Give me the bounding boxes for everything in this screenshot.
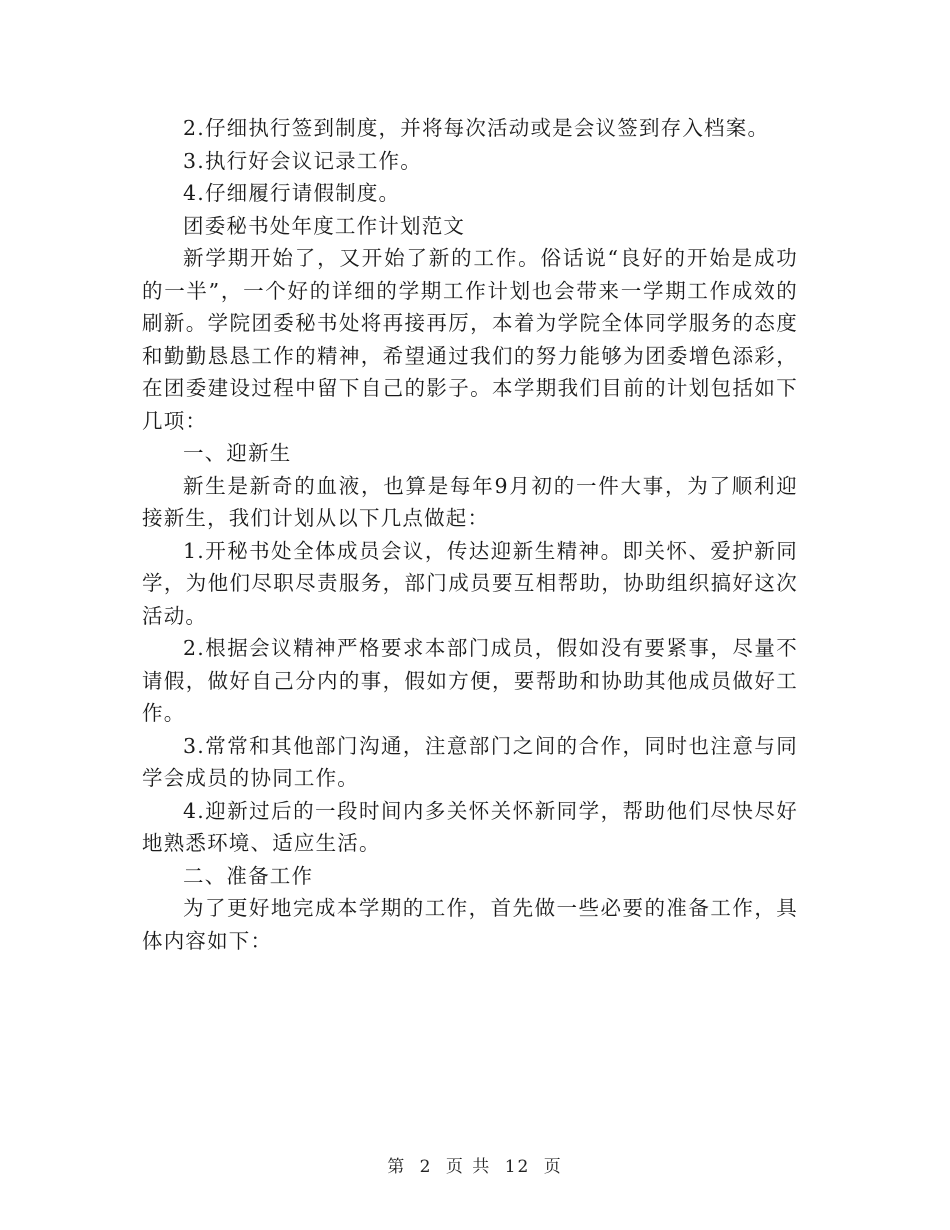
paragraph-welcome-2: 2.根据会议精神严格要求本部门成员，假如没有要紧事，尽量不请假，做好自己分内的事，假如方便，要帮助和协助其他成员做好工作。 <box>142 636 798 725</box>
paragraph-welcome-1: 1.开秘书处全体成员会议，传达迎新生精神。即关怀、爱护新同学，为他们尽职尽责服务，部门成员要互相帮助，协助组织搞好这次活动。 <box>142 538 798 628</box>
heading-preparation: 二、准备工作 <box>183 863 314 888</box>
footer-suffix: 页 <box>543 1157 563 1177</box>
paragraph-1: 2.仔细执行签到制度，并将每次活动或是会议签到存入档案。 <box>183 116 770 140</box>
footer-current-page: 2 <box>419 1157 433 1177</box>
footer-prefix: 第 <box>387 1157 407 1177</box>
paragraph-2: 3.执行好会议记录工作。 <box>183 148 422 173</box>
paragraph-3: 4.仔细履行请假制度。 <box>183 181 401 205</box>
paragraph-welcome-intro: 新生是新奇的血液，也算是每年9月初的一件大事，为了顺利迎接新生，我们计划从以下几点做起： <box>142 473 798 530</box>
paragraph-welcome-3: 3.常常和其他部门沟通，注意部门之间的合作，同时也注意与同学会成员的协同工作。 <box>142 733 798 790</box>
paragraph-intro: 新学期开始了，又开始了新的工作。俗话说“良好的开始是成功的一半”，一个好的详细的学期工作计划也会带来一学期工作成效的刷新。学院团委秘书处将再接再厉，本着为学院全体同学服务的态度和勤勤恳恳工作的精神，希望通过我们的努力能够为团委增色添彩，在团委建设过程中留下自己的影子。本学期我们目前的计划包括如下几项： <box>142 246 798 433</box>
document-body <box>142 112 798 957</box>
paragraph-preparation: 为了更好地完成本学期的工作，首先做一些必要的准备工作，具体内容如下： <box>142 896 798 953</box>
page-footer <box>0 1152 950 1177</box>
section-title: 团委秘书处年度工作计划范文 <box>183 213 466 238</box>
paragraph-welcome-4: 4.迎新过后的一段时间内多关怀关怀新同学，帮助他们尽快尽好地熟悉环境、适应生活。 <box>142 798 798 855</box>
footer-total-pages: 12 <box>504 1157 531 1177</box>
footer-middle: 页 共 <box>445 1157 492 1177</box>
heading-welcome-freshmen: 一、迎新生 <box>183 441 292 465</box>
